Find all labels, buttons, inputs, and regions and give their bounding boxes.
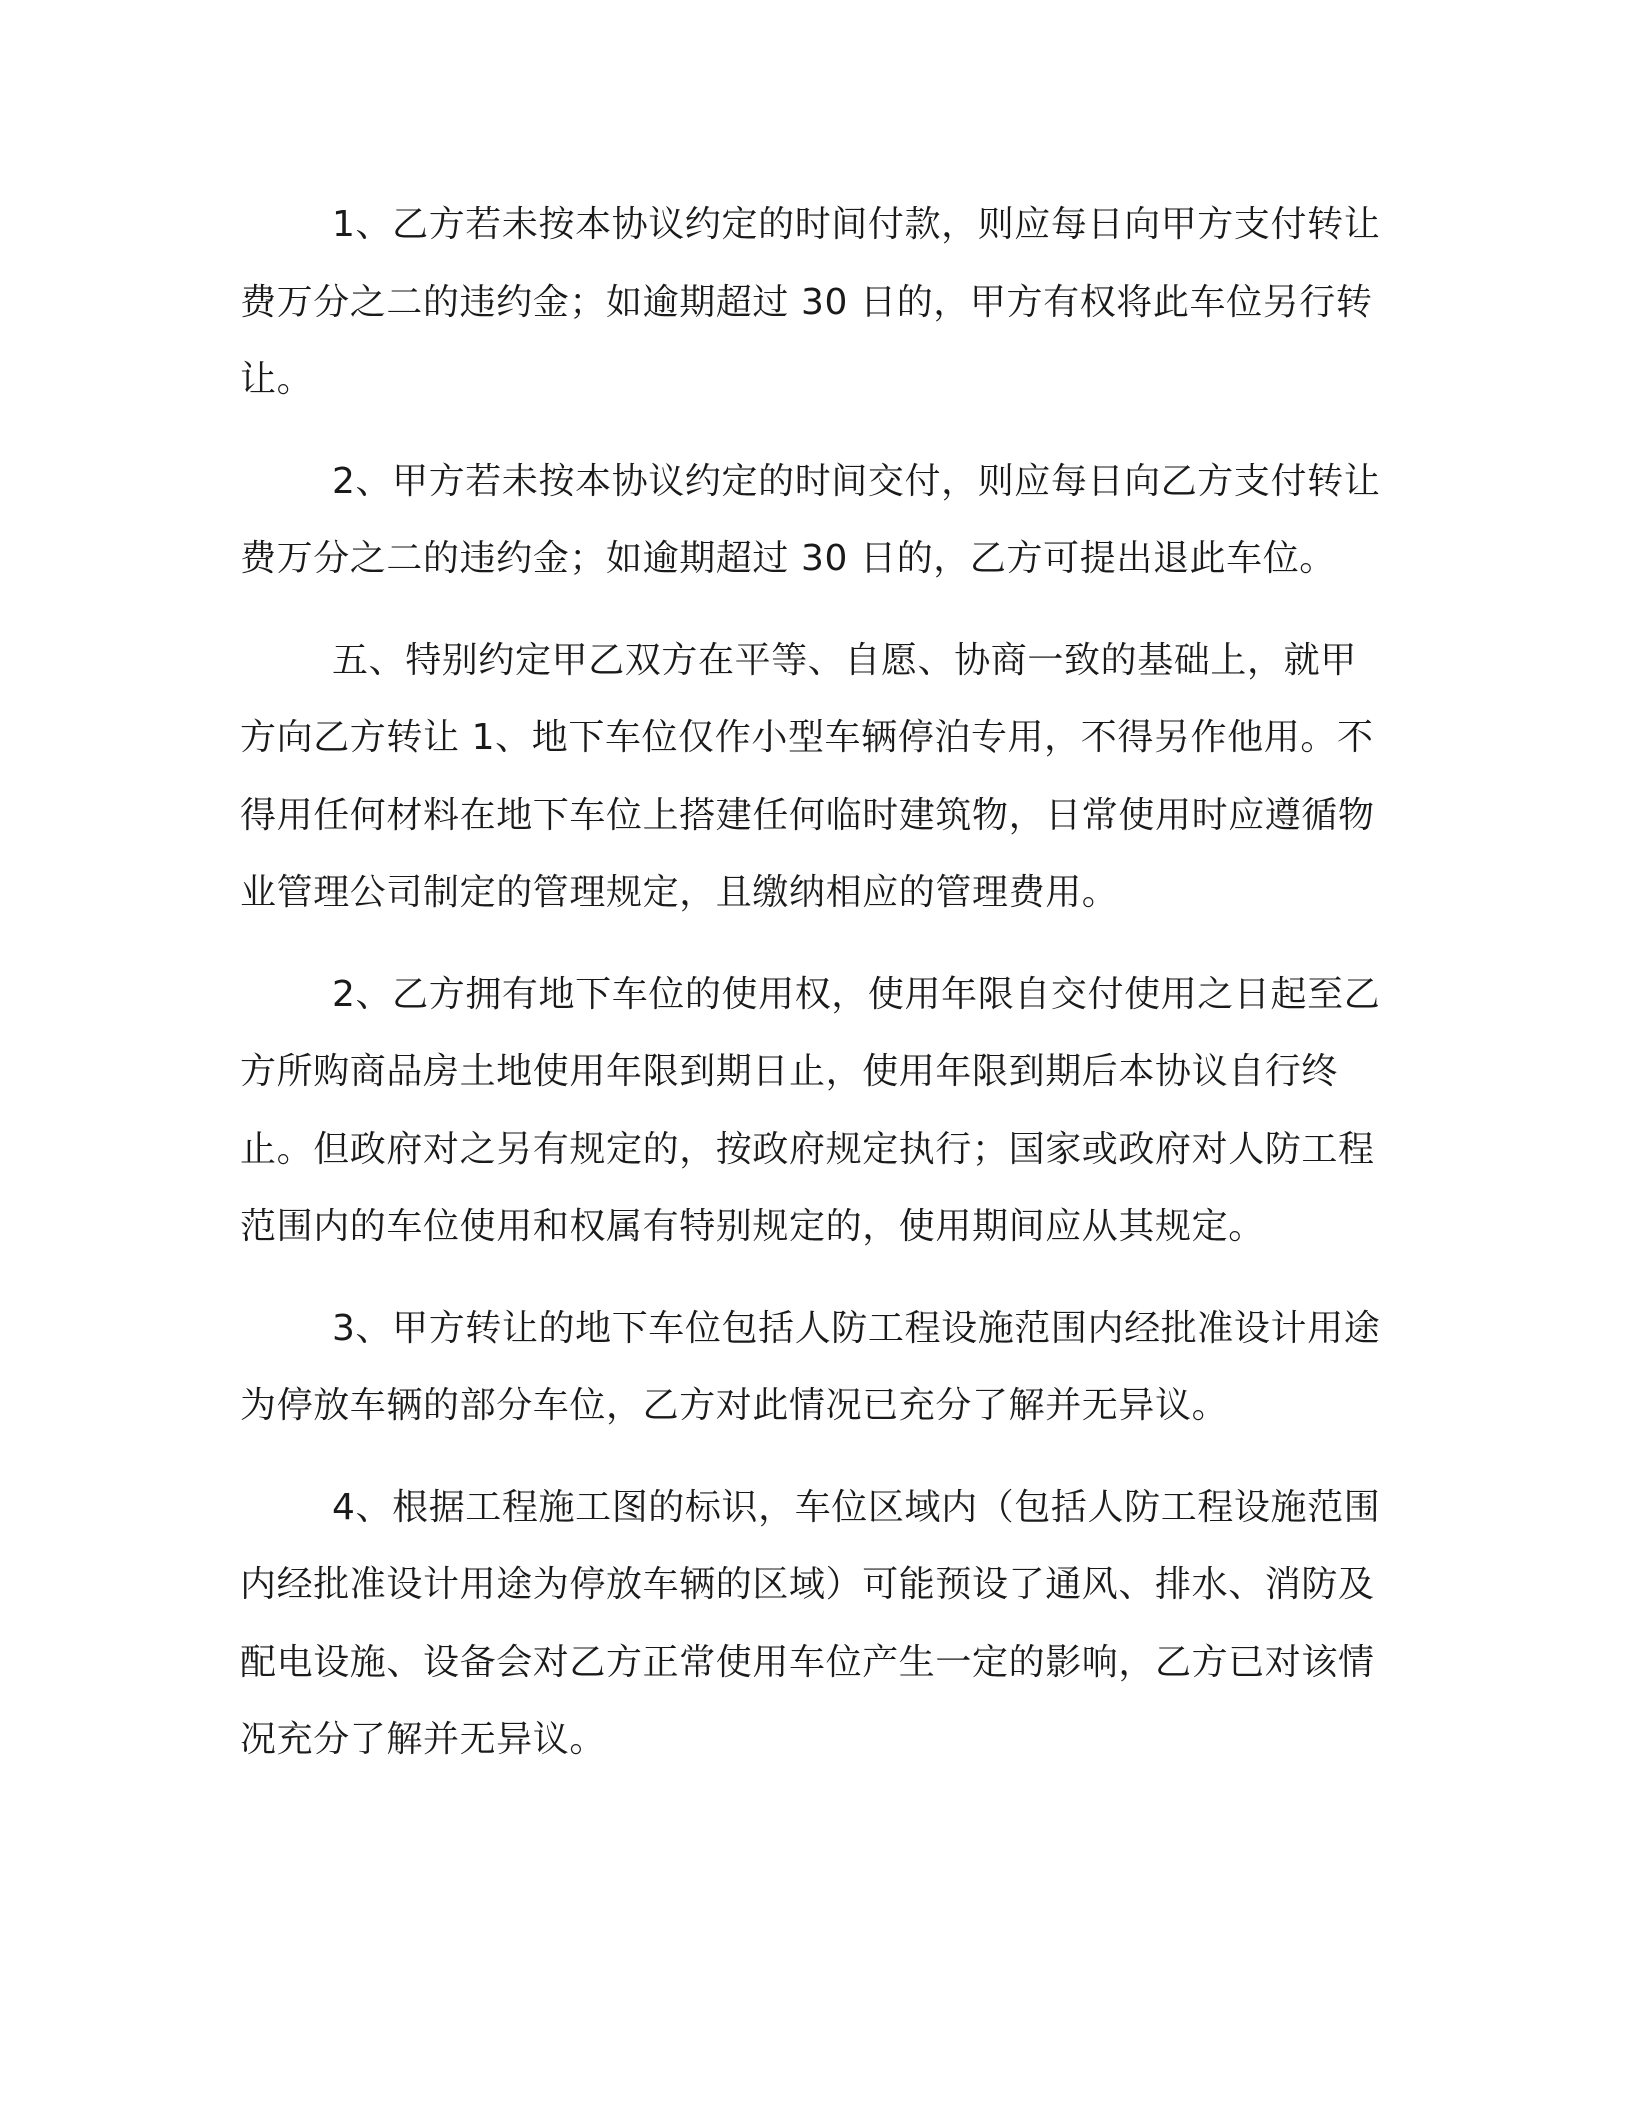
paragraph-special-agreement: 五、特别约定甲乙双方在平等、自愿、协商一致的基础上，就甲方向乙方转让 1、地下车位仅作小型车辆停泊专用，不得另作他用。不得用任何材料在地下车位上搭建任何临时建筑物，日常使用时应遵循物业管理公司制定的管理规定，且缴纳相应的管理费用。	[240, 639, 1375, 913]
paragraph-civil-defense-spaces: 3、甲方转让的地下车位包括人防工程设施范围内经批准设计用途为停放车辆的部分车位，乙方对此情况已充分了解并无异议。	[240, 1307, 1381, 1426]
paragraph-late-delivery: 2、甲方若未按本协议约定的时间交付，则应每日向乙方支付转让费万分之二的违约金；如逾期超过 30 日的，乙方可提出退此车位。	[240, 460, 1381, 579]
document-body	[240, 186, 1390, 1803]
paragraph-facilities-impact: 4、根据工程施工图的标识，车位区域内（包括人防工程设施范围内经批准设计用途为停放车辆的区域）可能预设了通风、排水、消防及配电设施、设备会对乙方正常使用车位产生一定的影响，乙方已对该情况充分了解并无异议。	[240, 1486, 1381, 1760]
paragraph-usage-rights: 2、乙方拥有地下车位的使用权，使用年限自交付使用之日起至乙方所购商品房土地使用年限到期日止，使用年限到期后本协议自行终止。但政府对之另有规定的，按政府规定执行；国家或政府对人防工程范围内的车位使用和权属有特别规定的，使用期间应从其规定。	[240, 973, 1381, 1247]
paragraph-late-payment: 1、乙方若未按本协议约定的时间付款，则应每日向甲方支付转让费万分之二的违约金；如逾期超过 30 日的，甲方有权将此车位另行转让。	[240, 204, 1381, 400]
